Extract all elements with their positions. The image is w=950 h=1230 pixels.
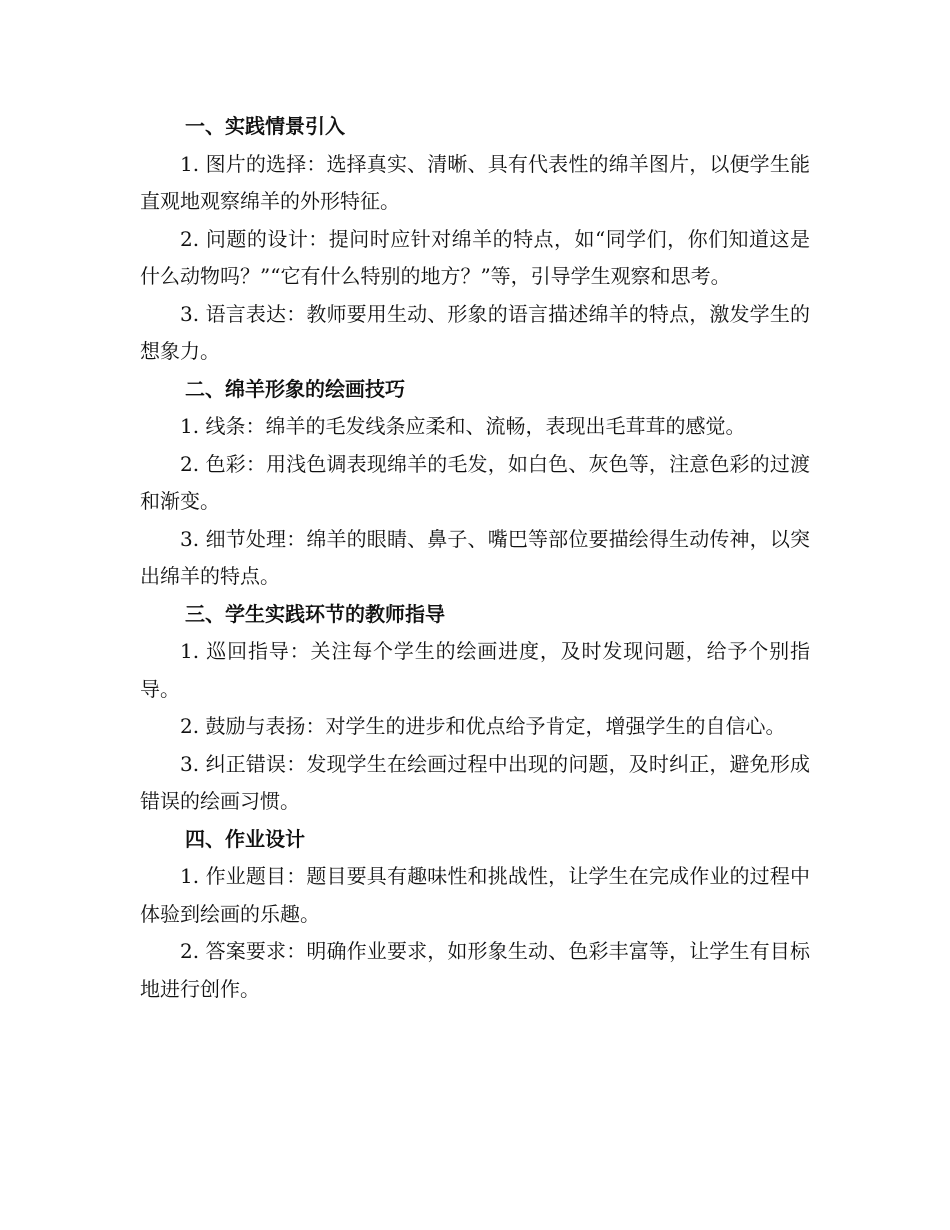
list-item: 1. 图片的选择：选择真实、清晰、具有代表性的绵羊图片，以便学生能直观地观察绵羊的外形特征。 xyxy=(140,151,810,213)
section-heading: 二、绵羊形象的绘画技巧 xyxy=(185,376,405,401)
list-item: 2. 鼓励与表扬：对学生的进步和优点给予肯定，增强学生的自信心。 xyxy=(180,714,786,738)
section-drawing-techniques xyxy=(140,371,810,596)
list-item: 1. 作业题目：题目要具有趣味性和挑战性，让学生在完成作业的过程中体验到绘画的乐趣。 xyxy=(140,864,810,926)
section-teacher-guidance xyxy=(140,596,810,821)
section-practice-intro xyxy=(140,108,810,371)
list-item: 3. 纠正错误：发现学生在绘画过程中出现的问题，及时纠正，避免形成错误的绘画习惯。 xyxy=(140,751,810,813)
list-item: 2. 色彩：用浅色调表现绵羊的毛发，如白色、灰色等，注意色彩的过渡和渐变。 xyxy=(140,451,810,513)
list-item: 3. 语言表达：教师要用生动、形象的语言描述绵羊的特点，激发学生的想象力。 xyxy=(140,301,810,363)
list-item: 1. 线条：绵羊的毛发线条应柔和、流畅，表现出毛茸茸的感觉。 xyxy=(180,414,746,438)
section-heading: 四、作业设计 xyxy=(185,826,305,851)
section-homework-design xyxy=(140,821,810,1009)
list-item: 2. 答案要求：明确作业要求，如形象生动、色彩丰富等，让学生有目标地进行创作。 xyxy=(140,939,810,1001)
section-heading: 一、实践情景引入 xyxy=(185,114,345,138)
list-item: 3. 细节处理：绵羊的眼睛、鼻子、嘴巴等部位要描绘得生动传神，以突出绵羊的特点。 xyxy=(140,526,810,588)
list-item: 1. 巡回指导：关注每个学生的绘画进度，及时发现问题，给予个别指导。 xyxy=(140,639,810,701)
document-page xyxy=(140,108,810,1008)
list-item: 2. 问题的设计：提问时应针对绵羊的特点，如“同学们，你们知道这是什么动物吗？”“它有什么特别的地方？”等，引导学生观察和思考。 xyxy=(140,226,810,288)
section-heading: 三、学生实践环节的教师指导 xyxy=(185,601,445,626)
